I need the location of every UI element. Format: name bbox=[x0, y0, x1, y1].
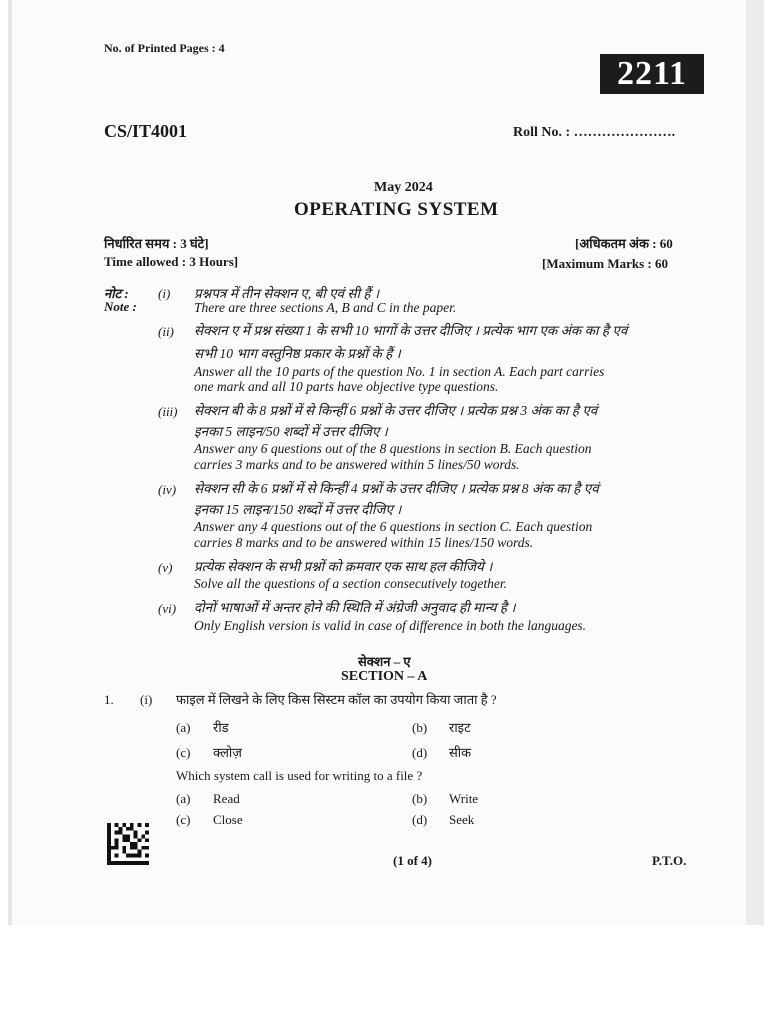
option-text: रीड bbox=[213, 720, 229, 735]
qr-code-icon bbox=[106, 823, 150, 865]
note-english-line: Answer all the 10 parts of the question No. 1 in section A. Each part carries bbox=[194, 364, 605, 379]
max-marks: [Maximum Marks : 60 bbox=[542, 256, 669, 271]
option-label: (d) bbox=[412, 812, 428, 827]
note-number: (ii) bbox=[158, 324, 174, 339]
note-number: (iv) bbox=[158, 482, 177, 497]
note-number: (iii) bbox=[158, 404, 178, 419]
question-part: (i) bbox=[140, 692, 153, 707]
course-code: CS/IT4001 bbox=[104, 121, 188, 141]
note-hindi-line: दोनों भाषाओं में अन्तर होने की स्थिति में अंग्रेजी अनुवाद ही मान्य है । bbox=[194, 600, 516, 615]
roll-number: Roll No. : …………………. bbox=[513, 125, 676, 140]
note-hindi-line: इनका 5 लाइन/50 शब्दों में उत्तर दीजिए । bbox=[194, 424, 388, 439]
time-allowed: Time allowed : 3 Hours] bbox=[104, 254, 239, 269]
scan-edge-right bbox=[746, 0, 764, 925]
note-hindi-line: प्रश्नपत्र में तीन सेक्शन ए, बी एवं सी हैं । bbox=[194, 286, 380, 301]
option-label: (c) bbox=[176, 745, 191, 760]
note-hindi-line: सेक्शन ए में प्रश्न संख्या 1 के सभी 10 भागों के उत्तर दीजिए । प्रत्येक भाग एक अंक का है एवं bbox=[194, 323, 628, 338]
paper-code-box: 2211 bbox=[600, 54, 704, 94]
max-marks-hindi: [अधिकतम अंक : 60 bbox=[575, 236, 673, 251]
printed-pages: No. of Printed Pages : 4 bbox=[104, 41, 225, 55]
note-number: (i) bbox=[158, 286, 171, 301]
option-label: (c) bbox=[176, 812, 191, 827]
option-label: (b) bbox=[412, 720, 428, 735]
note-hindi-line: सभी 10 भाग वस्तुनिष्ठ प्रकार के प्रश्नों के हैं । bbox=[194, 346, 401, 361]
section-heading: SECTION – A bbox=[341, 669, 428, 684]
question-number: 1. bbox=[104, 692, 114, 707]
note-number: (v) bbox=[158, 560, 173, 575]
note-hindi-line: प्रत्येक सेक्शन के सभी प्रश्नों को क्रमवार एक साथ हल कीजिये । bbox=[194, 559, 493, 574]
option-label: (d) bbox=[412, 745, 428, 760]
note-english-line: Only English version is valid in case of difference in both the languages. bbox=[194, 618, 587, 633]
note-english-line: There are three sections A, B and C in the paper. bbox=[194, 300, 457, 315]
option-text: क्लोज़ bbox=[213, 745, 242, 760]
question-text: Which system call is used for writing to a file ? bbox=[176, 768, 423, 783]
note-hindi-line: इनका 15 लाइन/150 शब्दों में उत्तर दीजिए । bbox=[194, 502, 402, 517]
please-turn-over: P.T.O. bbox=[652, 853, 687, 868]
option-text: सीक bbox=[449, 745, 472, 760]
note-english-line: carries 3 marks and to be answered within 5 lines/50 words. bbox=[194, 457, 520, 472]
note-english-line: Solve all the questions of a section consecutively together. bbox=[194, 576, 508, 591]
option-label: (a) bbox=[176, 720, 191, 735]
note-hindi-line: सेक्शन बी के 8 प्रश्नों में से किन्हीं 6 प्रश्नों के उत्तर दीजिए । प्रत्येक प्रश्न 3 अंक का है एवं bbox=[194, 403, 598, 418]
question-text-hindi: फाइल में लिखने के लिए किस सिस्टम कॉल का उपयोग किया जाता है ? bbox=[176, 692, 497, 707]
note-english-line: one mark and all 10 parts have objective type questions. bbox=[194, 379, 499, 394]
scan-edge-left bbox=[8, 0, 12, 925]
note-label-hindi: नोट : bbox=[104, 286, 129, 301]
option-text: Read bbox=[213, 791, 240, 806]
note-english-line: carries 8 marks and to be answered within 15 lines/150 words. bbox=[194, 535, 534, 550]
section-heading-hindi: सेक्शन – ए bbox=[358, 654, 411, 669]
option-text: Close bbox=[213, 812, 243, 827]
time-allowed-hindi: निर्धारित समय : 3 घंटे] bbox=[104, 236, 209, 251]
option-text: राइट bbox=[449, 720, 471, 735]
exam-session: May 2024 bbox=[374, 180, 433, 195]
option-text: Seek bbox=[449, 812, 475, 827]
note-label: Note : bbox=[104, 299, 137, 314]
note-number: (vi) bbox=[158, 601, 177, 616]
option-label: (a) bbox=[176, 791, 191, 806]
option-text: Write bbox=[449, 791, 479, 806]
note-english-line: Answer any 6 questions out of the 8 questions in section B. Each question bbox=[194, 441, 592, 456]
page-number: (1 of 4) bbox=[393, 853, 432, 868]
note-english-line: Answer any 4 questions out of the 6 questions in section C. Each question bbox=[194, 519, 593, 534]
option-label: (b) bbox=[412, 791, 428, 806]
paper-title: OPERATING SYSTEM bbox=[294, 199, 499, 220]
note-hindi-line: सेक्शन सी के 6 प्रश्नों में से किन्हीं 4 प्रश्नों के उत्तर दीजिए । प्रत्येक प्रश्न 8 अंक का है एवं bbox=[194, 481, 599, 496]
